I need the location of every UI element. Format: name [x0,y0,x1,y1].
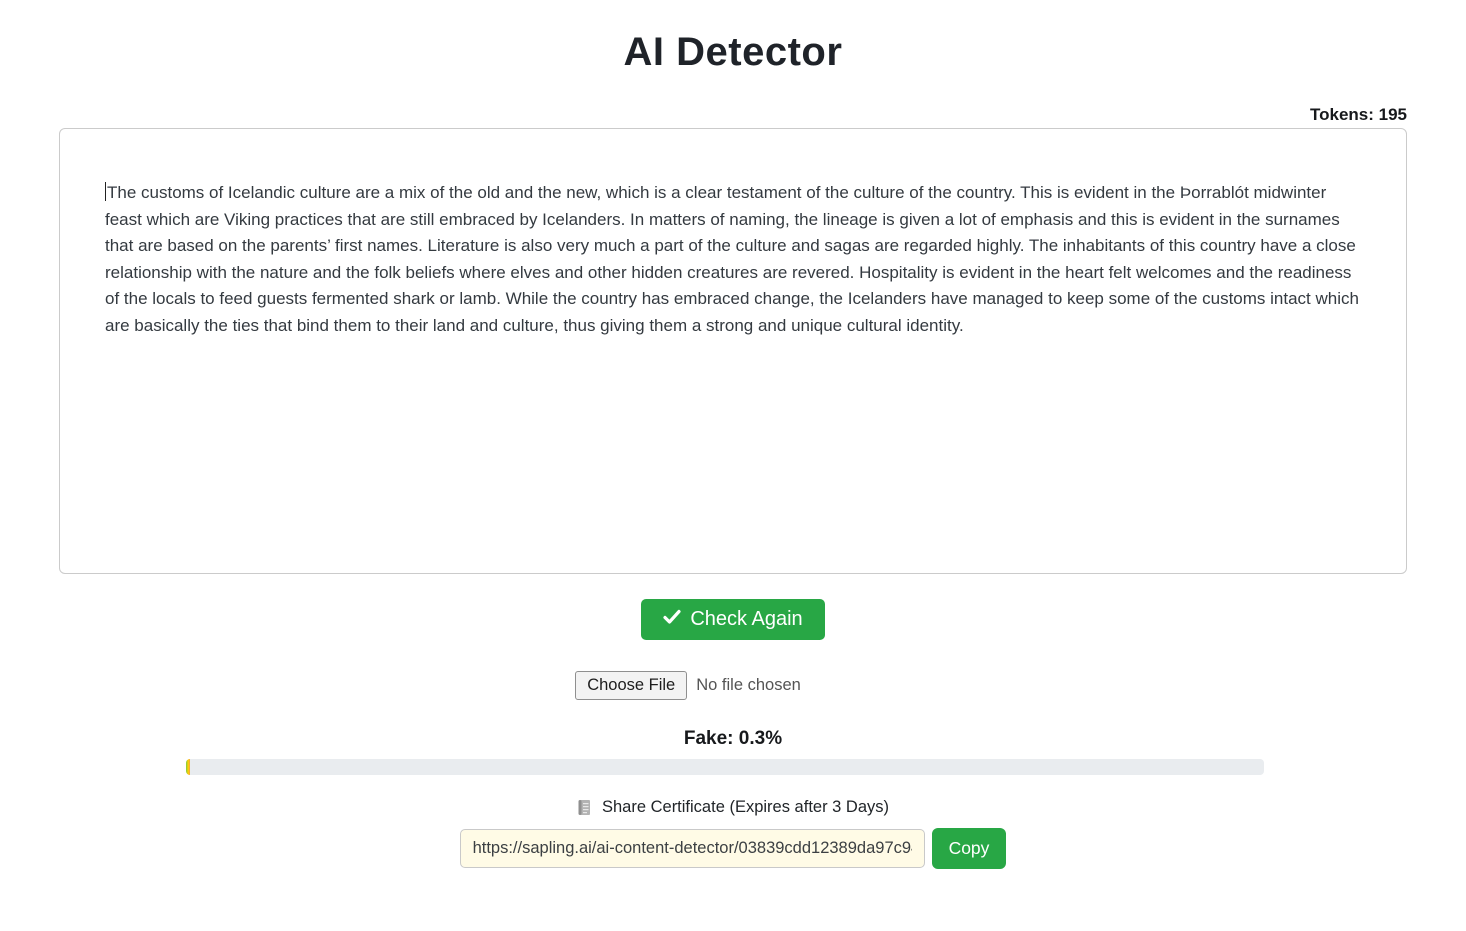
editor-text: The customs of Icelandic culture are a mix of the old and the new, which is a clear testament of the culture of the country. This is evident in the Þorrablót midwinter feast which are Viking practices that are still embraced by Icelanders. In matters of naming, the lineage is given a lot of emphasis and this is evident in the surnames that are based on the parents’ first names. Literature is also very much a part of the culture and sagas are regarded highly. The inhabitants of this country have a close relationship with the nature and the folk beliefs where elves and other hidden creatures are revered. Hospitality is evident in the heart felt welcomes and the readiness of the locals to feed guests fermented shark or lamb. While the country has embraced change, the Icelanders have managed to keep some of the customs intact which are basically the ties that bind them to their land and culture, thus giving them a strong and unique cultural identity. [105,183,1359,335]
copy-button[interactable]: Copy [932,828,1007,869]
page-title: AI Detector [623,30,843,74]
choose-file-button[interactable]: Choose File [575,671,687,700]
share-url-input[interactable] [460,829,925,868]
certificate-icon [577,799,592,817]
check-icon [663,608,681,631]
share-certificate-label: Share Certificate (Expires after 3 Days) [601,798,890,816]
check-again-label: Check Again [690,608,803,630]
text-cursor [105,182,106,201]
fake-progress-bar [186,759,1264,775]
tokens-count: Tokens: 195 [1309,105,1407,124]
file-status-text: No file chosen [696,676,801,694]
check-again-button[interactable] [641,599,824,640]
fake-progress-fill [186,759,190,775]
fake-score-label: Fake: 0.3% [683,728,783,749]
text-input-area[interactable] [59,128,1407,574]
